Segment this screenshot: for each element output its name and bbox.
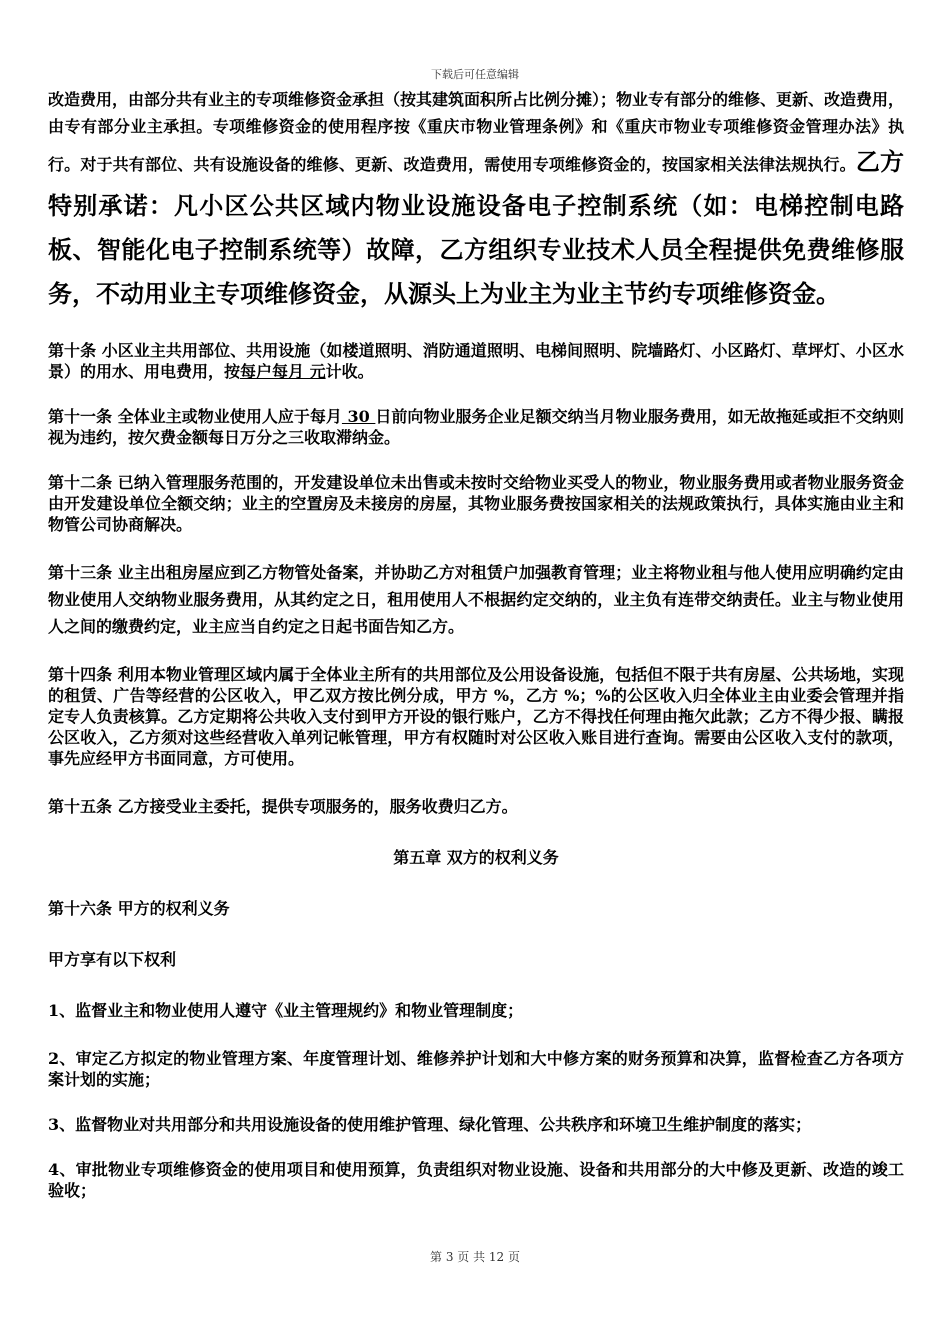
due-day-blank: 30: [341, 407, 376, 426]
right-item-1: 1、监督业主和物业使用人遵守《业主管理规约》和物业管理制度；: [48, 1001, 524, 1020]
article-16: 第十六条 甲方的权利义务: [48, 899, 230, 918]
right-item-2: 2、审定乙方拟定的物业管理方案、年度管理计划、维修养护计划和大中修方案的财务预算和决算，监督检查乙方各项方案计划的实施；: [48, 1049, 904, 1089]
special-commitment: 乙方特别承诺：凡小区公共区域内物业设施设备电子控制系统（如：电梯控制电路板、智能化电子控制系统等）故障，乙方组织专业技术人员全程提供免费维修服务，不动用业主专项维修资金，从源头上为业主为业主节约专项维修资金。: [48, 147, 905, 308]
article-15: 第十五条 乙方接受业主委托，提供专项服务的，服务收费归乙方。: [48, 797, 518, 816]
article-11-text: 第十一条 全体业主或物业使用人应于每月: [48, 407, 342, 426]
fee-blank: 每户每月 元: [240, 362, 326, 381]
article-10: [48, 340, 904, 382]
right-item-3: 3、监督物业对共用部分和共用设施设备的使用维护管理、绿化管理、公共秩序和环境卫生维护制度的落实；: [48, 1115, 812, 1134]
right-item-4: 4、审批物业专项维修资金的使用项目和使用预算，负责组织对物业设施、设备和共用部分的大中修及更新、改造的竣工验收；: [48, 1160, 904, 1200]
article-13: 第十三条 业主出租房屋应到乙方物管处备案，并协助乙方对租赁户加强教育管理；业主将物业租与他人使用应明确约定由物业使用人交纳物业服务费用，从其约定之日，租用使用人不根据约定交纳的，业主负有连带交纳责任。业主与物业使用人之间的缴费约定，业主应当自约定之日起书面告知乙方。: [48, 563, 904, 636]
page-footer: 第 3 页 共 12 页: [430, 1250, 520, 1264]
article-12: 第十二条 已纳入管理服务范围的，开发建设单位未出售或未按时交给物业买受人的物业，物业服务费用或者物业服务资金由开发建设单位全额交纳；业主的空置房及未接房的房屋，其物业服务费按国家相关的法规政策执行，具体实施由业主和物管公司协商解决。: [48, 473, 904, 534]
paragraph-text: 改造费用，由部分共有业主的专项维修资金承担（按其建筑面积所占比例分摊）；物业专有部分的维修、更新、改造费用，由专有部分业主承担。专项维修资金的使用程序按《重庆市物业管理条例》和《重庆市物业专项维修资金管理办法》执行。对于共有部位、共有设施设备的维修、更新、改造费用，需使用专项维修资金的，按国家相关法律法规执行。: [48, 90, 905, 174]
chapter-heading: 第五章 双方的权利义务: [393, 848, 559, 867]
article-14: 第十四条 利用本物业管理区域内属于全体业主所有的共用部位及公用设备设施，包括但不限于共有房屋、公共场地，实现的租赁、广告等经营的公区收入，甲乙双方按比例分成，甲方 %，乙方 %；%的公区收入归全体业主由业委会管理并指定专人负责核算。乙方定期将公共收入支付到甲方开设的银行账户，乙方不得找任何理由拖欠此款；乙方不得少报、瞒报公区收入，乙方须对这些经营收入单列记帐管理，甲方有权随时对公区收入账目进行查询。需要由公区收入支付的款项，事先应经甲方书面同意，方可使用。: [48, 665, 904, 768]
paragraph-maintenance-fund: [48, 86, 904, 316]
article-10-text: 第十条 小区业主共用部位、共用设施（如楼道照明、消防通道照明、电梯间照明、院墙路灯、小区路灯、草坪灯、小区水景）的用水、用电费用，按: [48, 341, 904, 381]
page-header: 下载后可任意编辑: [431, 68, 519, 81]
document-body: [48, 86, 904, 1225]
article-11-text-end: 日前向物业服务企业足额交纳当月物业服务费用，如无故拖延或拒不交纳则视为违约，按欠费金额每日万分之三收取滞纳金。: [48, 407, 904, 447]
rights-intro: 甲方享有以下权利: [48, 950, 177, 969]
article-10-text-end: 计收。: [325, 362, 374, 381]
article-11: [48, 406, 904, 448]
